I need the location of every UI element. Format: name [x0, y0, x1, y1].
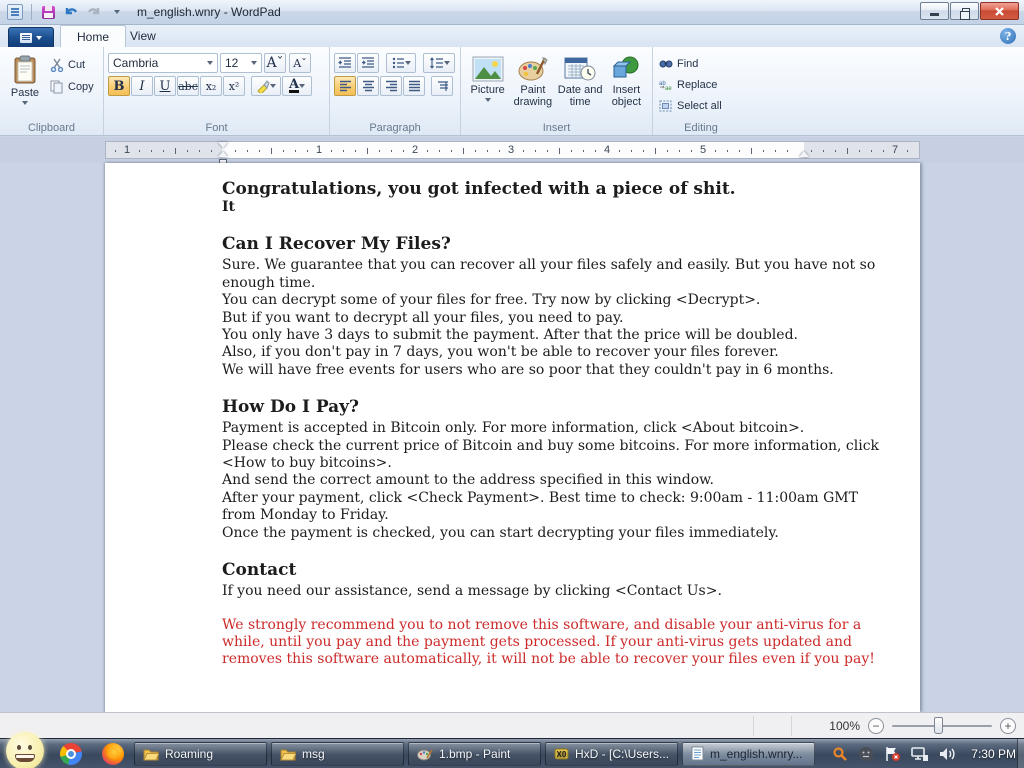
document-content — [222, 179, 922, 669]
title-bar — [0, 0, 1024, 25]
svg-text:ab: ab — [659, 81, 666, 87]
minimize-icon — [930, 13, 939, 16]
statusbar-separator — [791, 716, 792, 736]
ruler-tick — [139, 150, 140, 152]
bullet-list-icon — [392, 57, 405, 69]
ruler-tick — [211, 150, 212, 152]
doc-section-contact — [222, 560, 922, 600]
copy-button[interactable]: Copy — [48, 77, 96, 97]
group-label-insert: Insert — [542, 122, 571, 134]
increase-indent-button[interactable] — [357, 53, 379, 73]
minimize-button[interactable] — [920, 2, 949, 20]
ribbon-group-font — [104, 47, 330, 135]
text-line: enough time. — [222, 274, 316, 291]
ruler-tick — [907, 150, 908, 152]
paste-button[interactable]: Paste — [4, 51, 46, 106]
taskbar-button-hxd[interactable]: X0 HxD - [C:\Users... — [545, 742, 678, 766]
zoom-slider[interactable] — [892, 725, 992, 727]
save-button[interactable] — [38, 3, 58, 21]
quick-access-toolbar — [0, 3, 127, 21]
justify-icon — [408, 80, 421, 92]
ruler-tick — [331, 150, 332, 152]
list-button[interactable] — [386, 53, 416, 73]
undo-button[interactable] — [61, 3, 81, 21]
ruler-tick — [427, 150, 428, 152]
ruler-tick — [619, 150, 620, 152]
ruler-tick — [859, 150, 860, 152]
text-line: Also, if you don't pay in 7 days, you won't be able to recover your files forever. — [222, 344, 779, 361]
ruler-tick — [835, 150, 836, 152]
folder-icon — [280, 747, 296, 761]
section-heading: Can I Recover My Files? — [222, 234, 451, 255]
statusbar-separator — [753, 716, 754, 736]
svg-text:X0: X0 — [556, 749, 567, 759]
status-bar — [0, 712, 1024, 738]
picture-dropdown-arrow — [485, 98, 491, 102]
ruler-tick — [727, 150, 728, 152]
close-icon — [994, 6, 1005, 17]
wordpad-app-icon[interactable] — [5, 3, 25, 21]
ruler-tick — [391, 150, 392, 152]
network-tray-icon[interactable] — [911, 746, 929, 762]
section-body — [222, 257, 922, 379]
folder-icon — [143, 747, 159, 761]
tab-home[interactable]: Home — [60, 25, 126, 47]
document-area — [0, 163, 1024, 712]
ruler-tick — [739, 150, 740, 152]
ribbon-tab-row — [0, 25, 1024, 47]
wordpad-menu-button[interactable] — [8, 27, 54, 47]
ruler-tick — [535, 150, 536, 152]
wordpad-document-icon — [691, 746, 704, 761]
date-time-icon — [564, 56, 596, 82]
ruler-bar — [0, 137, 1024, 163]
doc-section-pay — [222, 397, 922, 542]
menu-icon — [20, 33, 32, 43]
ruler-tick — [283, 150, 284, 152]
text-line: You only have 3 days to submit the payment. After that the price will be doubled. — [222, 327, 798, 344]
cut-button[interactable]: Cut — [48, 55, 96, 75]
ruler-tick — [523, 150, 524, 152]
group-label-font: Font — [205, 122, 228, 134]
ribbon-group-paragraph — [330, 47, 461, 135]
ribbon-group-clipboard — [0, 47, 104, 135]
subscript-button[interactable]: x₂ — [200, 76, 222, 96]
ruler-tick — [451, 150, 452, 152]
taskbar-button-roaming[interactable]: Roaming — [134, 742, 267, 766]
paste-icon — [12, 55, 38, 85]
taskbar-button-msg[interactable]: msg — [271, 742, 404, 766]
increase-indent-icon — [361, 57, 375, 69]
align-left-button[interactable] — [334, 76, 356, 96]
select-all-icon — [659, 100, 673, 112]
system-tray — [832, 739, 1016, 768]
ruler-tick — [643, 150, 644, 152]
ruler-tick — [343, 150, 344, 152]
ruler-tick — [787, 150, 788, 152]
ruler-tick — [823, 150, 824, 152]
align-right-icon — [385, 80, 398, 92]
line-spacing-icon — [429, 57, 444, 69]
help-icon[interactable]: ? — [1000, 28, 1016, 44]
replace-icon — [659, 79, 673, 91]
section-heading: Contact — [222, 560, 297, 581]
text-line: If you need our assistance, send a message by clicking <Contact Us>. — [222, 583, 722, 600]
paint-drawing-button[interactable]: Paint drawing — [510, 52, 555, 109]
text-line: Payment is accepted in Bitcoin only. For more information, click <About bitcoin>. — [222, 420, 805, 437]
group-label-editing: Editing — [684, 122, 718, 134]
ruler-tick — [439, 150, 440, 152]
ruler-tick — [475, 150, 476, 152]
grow-font-button[interactable]: Aˇ — [264, 53, 286, 73]
ruler-tick — [571, 150, 572, 152]
font-family-combobox[interactable]: Cambria — [108, 53, 218, 73]
ruler-tick — [763, 150, 764, 152]
ruler[interactable] — [105, 141, 920, 159]
align-center-button[interactable] — [357, 76, 379, 96]
right-indent-marker[interactable] — [799, 151, 809, 157]
decrease-indent-button[interactable] — [334, 53, 356, 73]
cut-icon — [50, 58, 64, 72]
svg-text:ae: ae — [665, 86, 672, 91]
ruler-tick — [655, 148, 656, 154]
text-line: Please check the current price of Bitcoin and buy some bitcoins. For more information, click — [222, 437, 880, 454]
ruler-tick — [667, 150, 668, 152]
highlighter-icon — [256, 79, 270, 93]
paint-drawing-icon — [517, 56, 549, 82]
text-line: You can decrypt some of your files for free. Try now by clicking <Decrypt>. — [222, 292, 761, 309]
ruler-tick — [631, 150, 632, 152]
ruler-tick — [295, 150, 296, 152]
ruler-tick — [691, 150, 692, 152]
ribbon-group-insert — [461, 47, 653, 135]
section-heading: How Do I Pay? — [222, 397, 360, 418]
hxd-icon — [554, 747, 569, 761]
picture-button[interactable]: Picture — [465, 52, 510, 109]
highlight-color-button[interactable] — [251, 76, 281, 96]
ruler-tick — [811, 150, 812, 152]
ruler-tick — [199, 150, 200, 152]
ruler-tick — [775, 150, 776, 152]
zoom-level: 100% — [829, 719, 860, 733]
ruler-tick — [187, 150, 188, 152]
ribbon — [0, 47, 1024, 136]
ruler-tick — [487, 150, 488, 152]
align-right-button[interactable] — [380, 76, 402, 96]
text-line: But if you want to decrypt all your files, you need to pay. — [222, 309, 624, 326]
face-tray-icon[interactable] — [858, 746, 874, 762]
text-line: And send the correct amount to the address specified in this window. — [222, 472, 714, 489]
decrease-indent-icon — [338, 57, 352, 69]
clock[interactable]: 7:30 PM — [971, 747, 1016, 761]
ruler-tick — [583, 150, 584, 152]
chrome-icon[interactable] — [60, 743, 82, 765]
smiley-mouth — [15, 754, 35, 762]
text-line: from Monday to Friday. — [222, 507, 389, 524]
paste-dropdown-arrow — [22, 101, 28, 105]
doc-title-line2: It — [222, 199, 236, 215]
taskbar-button-paint[interactable]: 1.bmp - Paint — [408, 742, 541, 766]
copy-icon — [50, 80, 64, 94]
strikethrough-button[interactable]: abc — [177, 76, 199, 96]
ruler-tick — [751, 148, 752, 154]
underline-button[interactable]: U — [154, 76, 176, 96]
document-page[interactable] — [105, 163, 920, 712]
replace-button[interactable]: ab ae Replace — [659, 79, 718, 91]
save-icon — [42, 6, 55, 19]
bold-button[interactable]: B — [108, 76, 130, 96]
ruler-tick — [595, 150, 596, 152]
doc-warning-text — [222, 617, 922, 669]
picture-icon — [472, 56, 504, 82]
align-left-icon — [339, 80, 352, 92]
date-time-button[interactable]: Date and time — [556, 52, 605, 109]
paragraph-dialog-button[interactable] — [431, 76, 453, 96]
ruler-number: 3 — [507, 144, 515, 156]
redo-button[interactable] — [84, 3, 104, 21]
text-line: Sure. We guarantee that you can recover all your files safely and easily. But you have not so — [222, 257, 876, 274]
text-line: We strongly recommend you to not remove this software, and disable your anti-virus for a — [222, 616, 862, 633]
font-color-button[interactable]: A — [282, 76, 312, 96]
section-body — [222, 420, 922, 542]
line-spacing-button[interactable] — [423, 53, 455, 73]
paint-icon — [417, 747, 433, 761]
action-center-flag-icon[interactable] — [884, 746, 901, 762]
ruler-tick — [151, 150, 152, 152]
group-label-clipboard: Clipboard — [27, 122, 76, 134]
firefox-icon[interactable] — [102, 743, 124, 765]
search-tray-icon[interactable] — [832, 746, 848, 762]
separator — [31, 4, 32, 20]
ruler-tick — [379, 150, 380, 152]
text-line: <How to buy bitcoins>. — [222, 455, 392, 472]
ruler-number: 1 — [123, 144, 131, 156]
select-all-button[interactable]: Select all — [657, 96, 745, 116]
find-icon — [659, 58, 673, 70]
chevron-down-icon — [36, 36, 42, 40]
ruler-tick — [367, 148, 368, 154]
first-line-indent-marker[interactable] — [218, 142, 228, 148]
smiley-eye — [17, 745, 21, 750]
doc-section-recover — [222, 234, 922, 379]
smiley-eye — [28, 745, 32, 750]
align-center-icon — [362, 80, 375, 92]
restore-button[interactable] — [950, 2, 979, 20]
paragraph-mark-icon — [436, 80, 449, 92]
zoom-controls — [829, 713, 1016, 739]
ruler-tick — [883, 150, 884, 152]
ruler-tick — [847, 148, 848, 154]
ruler-number: 2 — [411, 144, 419, 156]
tab-view[interactable]: View — [130, 29, 156, 43]
font-size-combobox[interactable]: 12 — [220, 53, 262, 73]
zoom-slider-thumb[interactable] — [934, 717, 943, 734]
ruler-tick — [715, 150, 716, 152]
start-button[interactable] — [6, 732, 44, 768]
superscript-button[interactable]: x² — [223, 76, 245, 96]
shrink-font-button[interactable]: Aˇ — [289, 53, 311, 73]
redo-icon — [86, 4, 102, 20]
ruler-tick — [499, 150, 500, 152]
hanging-indent-marker[interactable] — [218, 151, 228, 157]
ruler-number: 4 — [603, 144, 611, 156]
text-line: while, until you pay and the payment gets processed. If your anti-virus gets updated and — [222, 633, 852, 650]
ruler-tick — [175, 148, 176, 154]
ruler-tick — [403, 150, 404, 152]
insert-object-icon — [610, 56, 642, 82]
taskbar-button-wordpad[interactable]: m_english.wnry... — [682, 742, 815, 766]
ruler-tick — [259, 150, 260, 152]
ribbon-group-editing — [653, 47, 749, 135]
undo-icon — [63, 4, 79, 20]
ruler-tick — [559, 148, 560, 154]
justify-button[interactable] — [403, 76, 425, 96]
ruler-tick — [463, 148, 464, 154]
ruler-number: 7 — [891, 144, 899, 156]
text-line: removes this software automatically, it will not be able to recover your files even if you pay! — [222, 651, 875, 668]
zoom-out-button[interactable]: − — [868, 718, 884, 734]
doc-title-line: Congratulations, you got infected with a piece of shit. — [222, 179, 736, 199]
ruler-tick — [355, 150, 356, 152]
text-line: Once the payment is checked, you can start decrypting your files immediately. — [222, 524, 779, 541]
show-desktop-button[interactable] — [1017, 739, 1024, 768]
zoom-in-button[interactable]: + — [1000, 718, 1016, 734]
text-line: After your payment, click <Check Payment>. Best time to check: 9:00am - 11:00am GMT — [222, 489, 858, 506]
ruler-number: 1 — [315, 144, 323, 156]
ruler-tick — [235, 150, 236, 152]
ruler-tick — [271, 148, 272, 154]
ruler-tick — [247, 150, 248, 152]
customize-qat-dropdown[interactable] — [107, 3, 127, 21]
text-line: We will have free events for users who are so poor that they couldn't pay in 6 months. — [222, 361, 834, 378]
section-body — [222, 583, 922, 600]
ruler-number: 5 — [699, 144, 707, 156]
find-button[interactable]: Find — [657, 54, 745, 74]
ruler-tick — [871, 150, 872, 152]
restore-icon — [962, 8, 970, 15]
group-label-paragraph: Paragraph — [369, 122, 421, 134]
insert-object-button[interactable]: Insert object — [605, 52, 648, 109]
italic-button[interactable]: I — [131, 76, 153, 96]
ruler-tick — [163, 150, 164, 152]
close-button[interactable] — [980, 2, 1019, 20]
window-title: m_english.wnry - WordPad — [137, 5, 281, 19]
ruler-tick — [547, 150, 548, 152]
taskbar — [0, 738, 1024, 768]
volume-tray-icon[interactable] — [939, 746, 957, 762]
ruler-tick — [115, 150, 116, 152]
ruler-tick — [679, 150, 680, 152]
ruler-tick — [307, 150, 308, 152]
